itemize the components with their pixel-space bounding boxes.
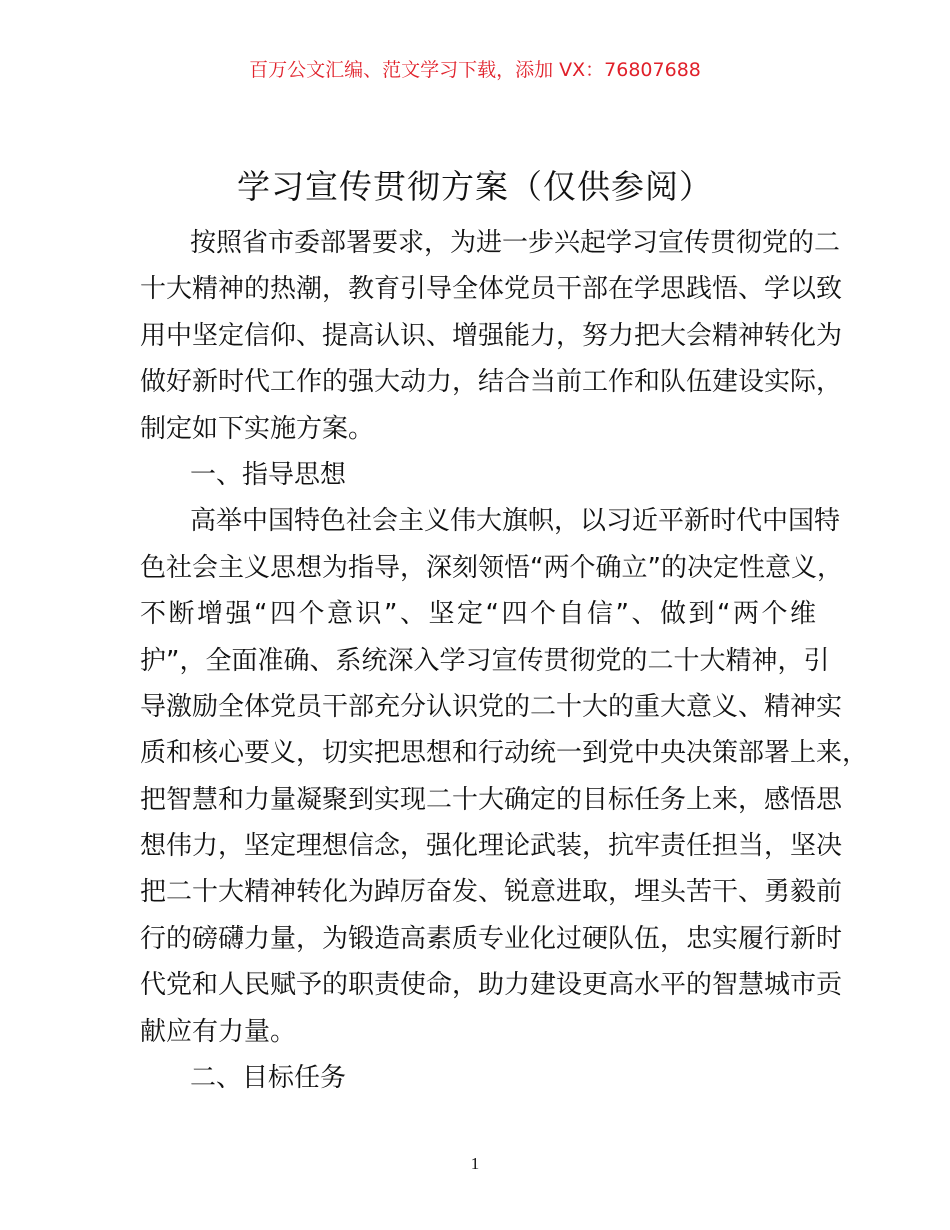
page-number: 1 — [470, 1154, 480, 1173]
text-line: 行的磅礴力量，为锻造高素质专业化过硬队伍，忠实履行新时 — [140, 923, 843, 954]
text-line: 导激励全体党员干部充分认识党的二十大的重大意义、精神实 — [140, 691, 843, 722]
text-line: 用中坚定信仰、提高认识、增强能力，努力把大会精神转化为 — [140, 320, 843, 351]
paragraph-guiding-ideology — [140, 498, 869, 1055]
watermark-header: 百万公文汇编、范文学习下载，添加 VX：76807688 — [249, 59, 701, 81]
text-line: 代党和人民赋予的职责使命，助力建设更高水平的智慧城市贡 — [140, 970, 843, 1001]
text-line: 质和核心要义，切实把思想和行动统一到党中央决策部署上来， — [140, 738, 869, 769]
text-line: 高举中国特色社会主义伟大旗帜，以习近平新时代中国特 — [190, 506, 841, 537]
paragraph-intro — [140, 220, 843, 452]
text-line: 护”，全面准确、系统深入学习宣传贯彻党的二十大精神，引 — [140, 645, 830, 676]
document-body — [140, 220, 869, 1101]
text-line: 十大精神的热潮，教育引导全体党员干部在学思践悟、学以致 — [140, 274, 843, 305]
text-line: 不断增强“四个意识”、坚定“四个自信”、做到“两个维 — [140, 599, 816, 630]
text-line: 制定如下实施方案。 — [140, 413, 375, 444]
section-heading-guiding-ideology: 一、指导思想 — [190, 459, 347, 490]
text-line: 把智慧和力量凝聚到实现二十大确定的目标任务上来，感悟思 — [140, 784, 843, 815]
text-line: 按照省市委部署要求，为进一步兴起学习宣传贯彻党的二 — [190, 228, 841, 258]
section-heading-goals: 二、目标任务 — [190, 1063, 347, 1094]
text-line: 色社会主义思想为指导，深刻领悟“两个确立”的决定性意义， — [140, 552, 843, 583]
text-line: 把二十大精神转化为踔厉奋发、锐意进取，埋头苦干、勇毅前 — [140, 877, 843, 908]
text-line: 想伟力，坚定理想信念，强化理论武装，抗牢责任担当，坚决 — [140, 831, 843, 862]
text-line: 做好新时代工作的强大动力，结合当前工作和队伍建设实际， — [140, 367, 843, 398]
text-line: 献应有力量。 — [140, 1016, 297, 1047]
document-title: 学习宣传贯彻方案（仅供参阅） — [237, 167, 713, 206]
